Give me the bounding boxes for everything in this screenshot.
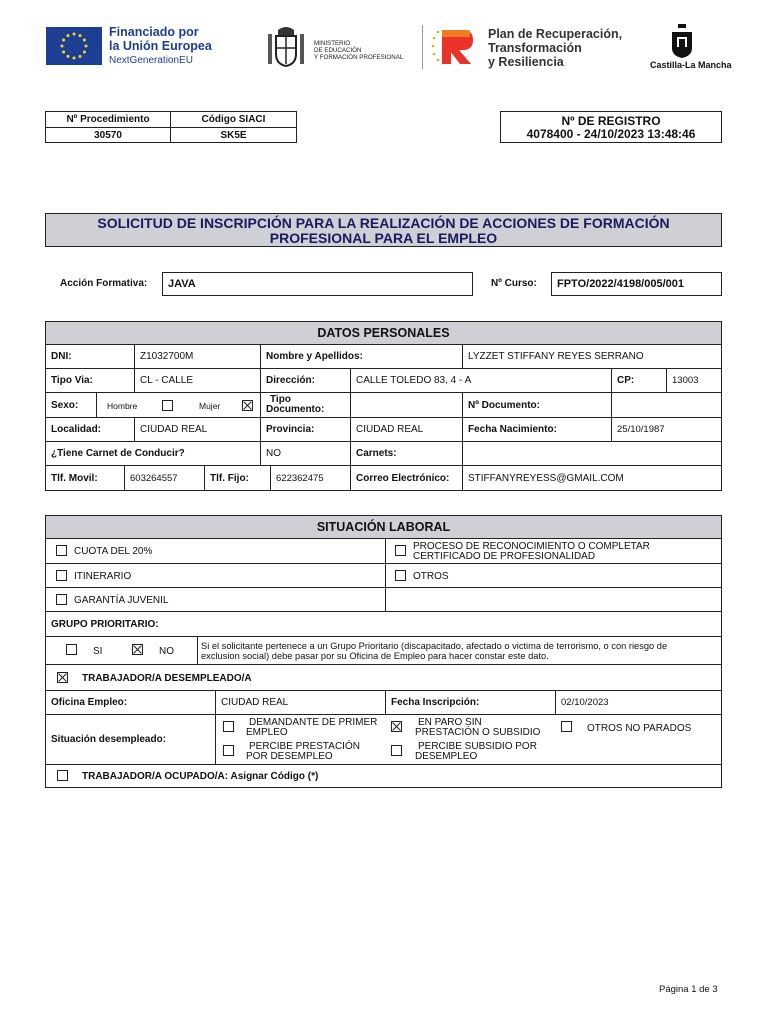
female-checkbox[interactable] <box>242 400 253 411</box>
training-action-label: Acción Formativa: <box>60 278 148 289</box>
mobile-phone-label: Tlf. Movil: <box>45 465 125 491</box>
procedure-number-label: Nº Procedimiento <box>45 111 171 128</box>
procedure-number-value: 30570 <box>45 127 171 143</box>
address-field[interactable]: CALLE TOLEDO 83, 4 - A <box>350 368 612 393</box>
driving-license-field[interactable]: NO <box>260 441 351 466</box>
receives-benefit-checkbox[interactable] <box>223 745 234 756</box>
licenses-field[interactable] <box>462 441 722 466</box>
landline-phone-label: Tlf. Fijo: <box>204 465 271 491</box>
recognition-process-checkbox[interactable] <box>395 545 406 556</box>
receives-subsidy-checkbox[interactable] <box>391 745 402 756</box>
licenses-label: Carnets: <box>350 441 463 466</box>
birth-date-label: Fecha Nacimiento: <box>462 417 612 442</box>
street-type-field[interactable]: CL - CALLE <box>134 368 261 393</box>
unemployment-situation-label: Situación desempleado: <box>45 714 216 765</box>
first-job-seeker-checkbox[interactable] <box>223 721 234 732</box>
registration-date-label: Fecha Inscripción: <box>385 690 556 715</box>
eu-funding-line3: NextGenerationEU <box>109 55 193 66</box>
quota-checkbox[interactable] <box>56 545 67 556</box>
registration-label: Nº DE REGISTRO <box>561 114 661 128</box>
postal-code-label: CP: <box>611 368 667 393</box>
dni-label: DNI: <box>45 344 135 369</box>
document-number-field[interactable] <box>611 392 722 418</box>
others-checkbox[interactable] <box>395 570 406 581</box>
email-field[interactable]: STIFFANYREYESS@GMAIL.COM <box>462 465 722 491</box>
unemployed-worker-option[interactable]: TRABAJADOR/A DESEMPLEADO/A <box>45 664 722 691</box>
male-label: Hombre <box>107 401 138 411</box>
training-action-field[interactable]: JAVA <box>162 272 473 296</box>
itinerary-checkbox[interactable] <box>56 570 67 581</box>
eu-funding-line1: Financiado por <box>109 25 199 39</box>
document-number-label: Nº Documento: <box>462 392 612 418</box>
empty-option-cell <box>385 587 722 612</box>
castilla-la-mancha-castle-icon <box>668 24 696 60</box>
dni-field[interactable]: Z1032700M <box>134 344 261 369</box>
receives-benefit-label: PERCIBE PRESTACIÓN POR DESEMPLEO <box>246 741 360 762</box>
page-number: Página 1 de 3 <box>659 984 718 995</box>
siaci-code-label: Código SIACI <box>170 111 297 128</box>
employment-office-label: Oficina Empleo: <box>45 690 216 715</box>
unemployed-no-benefit-checkbox[interactable] <box>391 721 402 732</box>
male-checkbox[interactable] <box>162 400 173 411</box>
employment-office-field[interactable]: CIUDAD REAL <box>215 690 386 715</box>
sex-options <box>96 392 261 418</box>
registration-date-field[interactable]: 02/10/2023 <box>555 690 722 715</box>
birth-date-field[interactable]: 25/10/1987 <box>611 417 722 442</box>
course-number-label: Nº Curso: <box>491 278 537 289</box>
street-type-label: Tipo Via: <box>45 368 135 393</box>
registration-value: 4078400 - 24/10/2023 13:48:46 <box>526 127 696 141</box>
registration-box <box>500 111 722 143</box>
recognition-process-option[interactable]: PROCESO DE RECONOCIMIENTO O COMPLETAR CERTIFICADO DE PROFESIONALIDAD <box>385 538 722 564</box>
spain-coat-of-arms-icon <box>266 26 306 70</box>
course-number-field[interactable]: FPTO/2022/4198/005/001 <box>551 272 722 296</box>
itinerary-option[interactable]: ITINERARIO <box>45 563 386 588</box>
other-not-unemployed-label: OTROS NO PARADOS <box>587 723 692 734</box>
youth-guarantee-option[interactable]: GARANTÍA JUVENIL <box>45 587 386 612</box>
personal-data-section-title: DATOS PERSONALES <box>45 321 722 345</box>
female-label: Mujer <box>199 401 221 411</box>
form-title: SOLICITUD DE INSCRIPCIÓN PARA LA REALIZACIÓN DE ACCIONES DE FORMACIÓN PROFESIONAL PARA EL EMPLEO <box>45 213 722 247</box>
sex-label: Sexo: <box>45 392 97 418</box>
priority-yes-checkbox[interactable] <box>66 644 77 655</box>
priority-no-checkbox[interactable] <box>132 644 143 655</box>
unemployed-worker-checkbox[interactable] <box>57 672 68 683</box>
eu-flag-logo <box>46 27 102 65</box>
document-type-label: Tipo Documento: <box>260 392 351 418</box>
first-job-seeker-label: DEMANDANTE DE PRIMER EMPLEO <box>246 717 378 738</box>
province-label: Provincia: <box>260 417 351 442</box>
locality-label: Localidad: <box>45 417 135 442</box>
postal-code-field[interactable]: 13003 <box>666 368 722 393</box>
others-option[interactable]: OTROS <box>385 563 722 588</box>
siaci-code-value: SK5E <box>170 127 297 143</box>
priority-group-note: Si el solicitante pertenece a un Grupo Prioritario (discapacitado, afectado o victima de terrorismo, o con riesgo de exclusion social) debe pasar por su Oficina de Empleo para hacer constar este dato. <box>197 636 722 665</box>
locality-field[interactable]: CIUDAD REAL <box>134 417 261 442</box>
region-name: Castilla-La Mancha <box>650 60 732 70</box>
full-name-field[interactable]: LYZZET STIFFANY REYES SERRANO <box>462 344 722 369</box>
province-field[interactable]: CIUDAD REAL <box>350 417 463 442</box>
recovery-plan-logo <box>430 26 482 68</box>
priority-no-label: NO <box>159 646 174 657</box>
priority-group-options <box>45 636 198 665</box>
address-label: Dirección: <box>260 368 351 393</box>
header-divider <box>422 25 423 69</box>
driving-license-label: ¿Tiene Carnet de Conducir? <box>45 441 261 466</box>
landline-phone-field[interactable]: 622362475 <box>270 465 351 491</box>
employment-section-title: SITUACIÓN LABORAL <box>45 515 722 539</box>
document-type-field[interactable] <box>350 392 463 418</box>
employed-worker-option[interactable]: TRABAJADOR/A OCUPADO/A: Asignar Código (*) <box>45 764 722 788</box>
eu-funding-line2: la Unión Europea <box>109 39 212 53</box>
recovery-plan-name: Plan de Recuperación, Transformación y Resiliencia <box>488 27 623 69</box>
quota-option[interactable]: CUOTA DEL 20% <box>45 538 386 564</box>
email-label: Correo Electrónico: <box>350 465 463 491</box>
unemployed-no-benefit-label: EN PARO SIN PRESTACIÓN O SUBSIDIO <box>415 717 541 738</box>
youth-guarantee-checkbox[interactable] <box>56 594 67 605</box>
receives-subsidy-label: PERCIBE SUBSIDIO POR DESEMPLEO <box>415 741 537 762</box>
priority-group-label: GRUPO PRIORITARIO: <box>45 611 722 637</box>
full-name-label: Nombre y Apellidos: <box>260 344 463 369</box>
employed-worker-checkbox[interactable] <box>57 770 68 781</box>
other-not-unemployed-checkbox[interactable] <box>561 721 572 732</box>
ministry-name: MINISTERIO DE EDUCACIÓN Y FORMACIÓN PROFESIONAL <box>314 40 404 61</box>
mobile-phone-field[interactable]: 603264557 <box>124 465 205 491</box>
unemployment-situation-options <box>215 714 722 765</box>
priority-yes-label: SI <box>93 646 103 657</box>
